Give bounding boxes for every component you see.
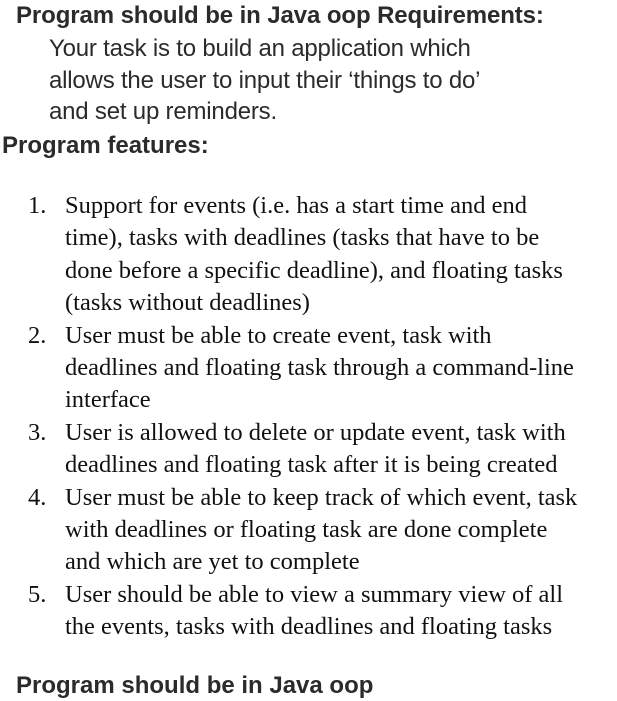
- features-heading: Program features:: [2, 132, 209, 159]
- intro-paragraph: [49, 33, 609, 128]
- requirements-heading: Program should be in Java oop Requirements:: [16, 2, 544, 29]
- list-item: [28, 417, 613, 482]
- intro-line: and set up reminders.: [49, 98, 277, 125]
- list-item-line: with deadlines or floating task are done complete: [65, 516, 548, 544]
- list-item-line: time), tasks with deadlines (tasks that have to be: [65, 224, 540, 252]
- features-list: [28, 190, 613, 644]
- list-item-number: 3.: [28, 418, 47, 446]
- list-item-line: Support for events (i.e. has a start time and end: [65, 192, 527, 219]
- list-item-line: deadlines and floating task after it is being created: [65, 451, 558, 479]
- list-item-line: and which are yet to complete: [65, 548, 360, 576]
- list-item-number: 2.: [28, 321, 47, 349]
- list-item-number: 5.: [28, 580, 47, 608]
- list-item-number: 4.: [28, 483, 47, 511]
- list-item-line: interface: [65, 386, 151, 414]
- list-item: [28, 320, 613, 417]
- java-oop-heading: Program should be in Java oop: [16, 672, 374, 699]
- list-item: [28, 579, 613, 644]
- list-item: [28, 190, 613, 320]
- list-item-line: User must be able to keep track of which event, task: [65, 483, 578, 511]
- intro-line: Your task is to build an application which: [49, 35, 471, 62]
- list-item-line: done before a specific deadline), and floating tasks: [65, 256, 563, 284]
- list-item-line: (tasks without deadlines): [65, 289, 310, 317]
- list-item-number: 1.: [28, 192, 47, 219]
- list-item-line: the events, tasks with deadlines and floating tasks: [65, 613, 553, 641]
- list-item-line: User is allowed to delete or update event, task with: [65, 418, 566, 446]
- list-item: [28, 482, 613, 579]
- list-item-line: User must be able to create event, task with: [65, 321, 492, 349]
- list-item-line: deadlines and floating task through a command-line: [65, 354, 574, 382]
- intro-line: allows the user to input their ‘things to do’: [49, 66, 481, 94]
- list-item-line: User should be able to view a summary view of all: [65, 580, 564, 608]
